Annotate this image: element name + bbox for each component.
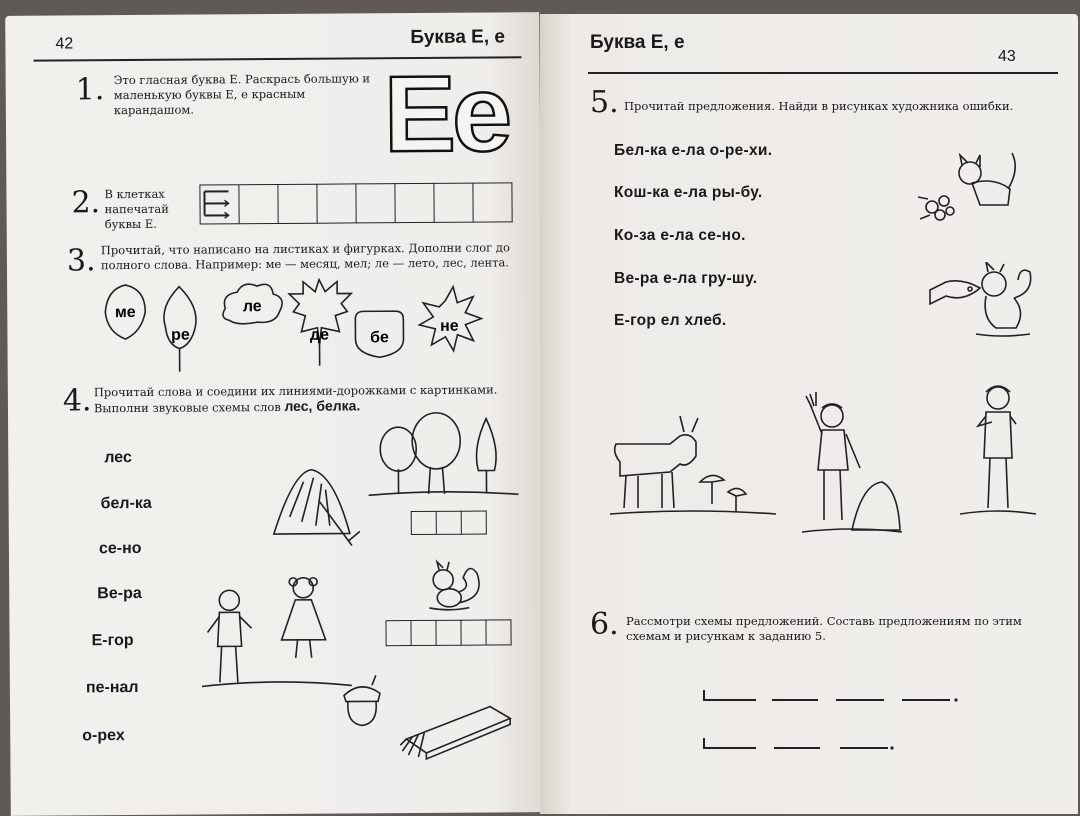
- task-text: Прочитай предложения. Найди в рисунках художника ошибки.: [624, 99, 1044, 114]
- cell[interactable]: [395, 183, 434, 223]
- page-header: Буква Е, е: [410, 26, 505, 49]
- sentence: Бел-ка е-ла о-ре-хи.: [614, 142, 772, 160]
- cell[interactable]: [199, 184, 239, 224]
- sound-scheme[interactable]: [411, 511, 487, 536]
- cell[interactable]: [356, 183, 395, 223]
- cell[interactable]: [473, 182, 512, 222]
- cell[interactable]: [462, 511, 487, 535]
- scheme-period: [890, 746, 893, 749]
- task-text-bold: лес, белка.: [284, 397, 360, 414]
- cell[interactable]: [239, 184, 278, 224]
- cell[interactable]: [461, 620, 486, 646]
- scheme-word-capital[interactable]: [704, 738, 756, 748]
- syllable: ре: [171, 327, 190, 344]
- sentence: Е-гор ел хлеб.: [614, 312, 727, 330]
- word[interactable]: о-рех: [82, 727, 125, 745]
- shield-shape[interactable]: [355, 311, 403, 357]
- syllable: ме: [115, 304, 136, 321]
- big-letters-ee[interactable]: Ee: [383, 50, 508, 176]
- word[interactable]: пе-нал: [86, 679, 139, 697]
- task-number: 5.: [590, 85, 619, 120]
- cell[interactable]: [385, 620, 411, 646]
- forest-illustration[interactable]: [368, 408, 519, 504]
- scheme-period: [954, 698, 957, 701]
- cell[interactable]: [317, 183, 356, 223]
- syllable: де: [310, 327, 329, 344]
- task-text-main: Прочитай слова и соедини их линиями-дорожками с картинками. Выполни звуковые схемы слов: [94, 382, 498, 415]
- sentence-schemes[interactable]: [700, 686, 970, 766]
- goat-illustration[interactable]: [600, 392, 780, 532]
- leaf-shape[interactable]: [164, 287, 197, 372]
- cell[interactable]: [411, 620, 436, 646]
- page-header: Буква Е, е: [590, 32, 685, 54]
- cell[interactable]: [437, 511, 462, 535]
- squirrel-fish-illustration[interactable]: [926, 262, 1036, 342]
- right-page: [540, 14, 1078, 814]
- word[interactable]: бел-ка: [101, 495, 152, 513]
- scheme-word-capital[interactable]: [704, 690, 756, 700]
- cat-illustration[interactable]: [910, 149, 1030, 229]
- left-page: [5, 12, 545, 816]
- children-illustration[interactable]: [201, 573, 352, 694]
- boy-haystack-illustration[interactable]: [802, 390, 902, 538]
- task-number: 4.: [63, 383, 92, 418]
- example-e-icon: [200, 185, 236, 221]
- task-number: 6.: [590, 607, 619, 642]
- leaf-shape[interactable]: [105, 285, 145, 339]
- syllable: ле: [243, 298, 262, 315]
- cell[interactable]: [436, 620, 461, 646]
- cloud-shape[interactable]: [223, 284, 282, 324]
- task-number: 2.: [71, 185, 100, 220]
- page-number: 42: [55, 35, 73, 53]
- pencil-case-illustration[interactable]: [398, 698, 518, 763]
- word[interactable]: се-но: [99, 540, 142, 558]
- sentence: Ве-ра е-ла гру-шу.: [614, 270, 757, 288]
- haystack-illustration[interactable]: [263, 461, 364, 552]
- task-text: В клетках напечатай буквы Е.: [104, 187, 194, 233]
- word[interactable]: Е-гор: [92, 632, 134, 650]
- squirrel-illustration[interactable]: [419, 558, 489, 613]
- girl-illustration[interactable]: [958, 376, 1038, 526]
- page-number: 43: [998, 48, 1016, 66]
- maple-leaf-shape[interactable]: [289, 279, 352, 365]
- task-number: 3.: [67, 243, 96, 278]
- task-text: Прочитай, что написано на листиках и фигурках. Дополни слог до полного слова. Например: ме — месяц, мел; ле — лето, лес, лента.: [101, 240, 521, 273]
- task-text: Рассмотри схемы предложений. Составь предложениям по этим схемам и рисункам к заданию 5.: [626, 614, 1066, 644]
- word[interactable]: лес: [104, 449, 132, 467]
- syllable-shapes: [97, 274, 498, 377]
- cell[interactable]: [411, 511, 437, 535]
- acorn-illustration[interactable]: [336, 671, 386, 727]
- task-number: 1.: [76, 72, 105, 107]
- sound-scheme[interactable]: [385, 619, 511, 646]
- cell[interactable]: [486, 619, 511, 645]
- task-text: Это гласная буква Е. Раскрась большую и маленькую буквы Е, е красным карандашом.: [114, 71, 376, 118]
- syllable: бе: [370, 329, 389, 346]
- header-rule: [588, 72, 1058, 74]
- cell[interactable]: [434, 183, 473, 223]
- sentence: Кош-ка е-ла ры-бу.: [614, 184, 762, 202]
- cell[interactable]: [278, 184, 317, 224]
- letter-cells[interactable]: [199, 182, 512, 224]
- syllable: не: [440, 318, 459, 335]
- word[interactable]: Ве-ра: [97, 585, 142, 603]
- sentence: Ко-за е-ла се-но.: [614, 227, 746, 245]
- star-shape[interactable]: [419, 287, 481, 351]
